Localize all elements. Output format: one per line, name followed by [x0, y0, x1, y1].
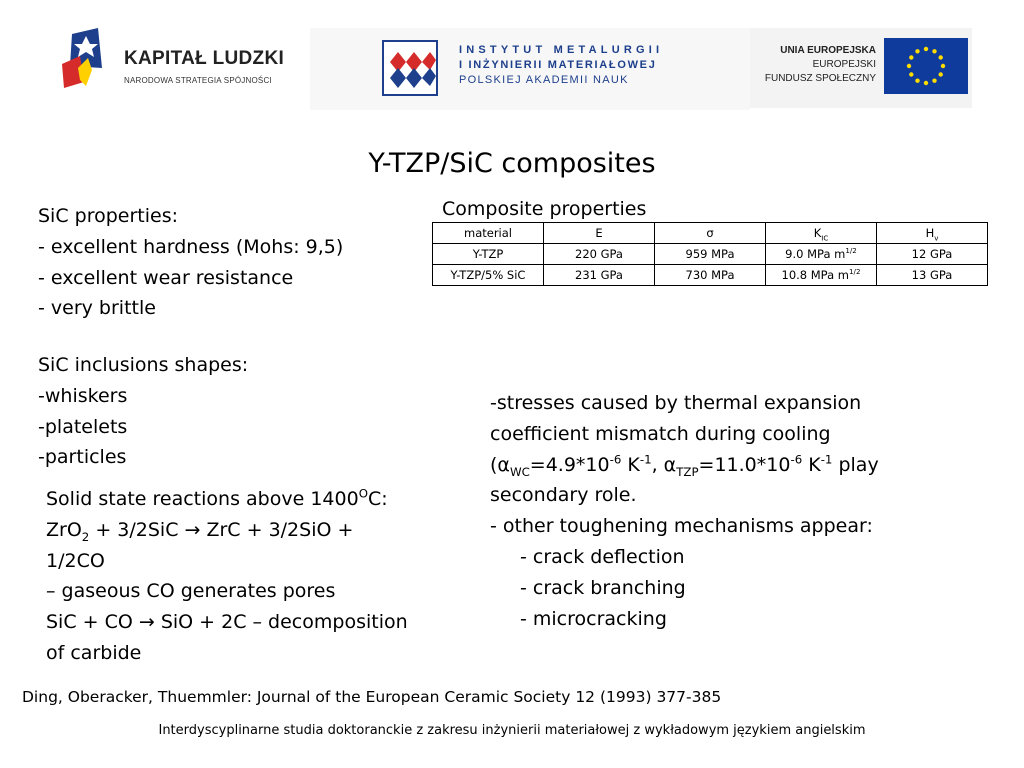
reference-citation: Ding, Oberacker, Thuemmler: Journal of the European Ceramic Society 12 (1993) 377-385: [22, 688, 722, 706]
mechanisms-block: [490, 388, 879, 634]
reactions-line2: ZrO$_2$ + 3/2SiC → ZrC + 3/2SiO +: [46, 518, 354, 544]
mechanism-item: - crack branching: [520, 576, 686, 599]
kapital-ludzki-title: KAPITAŁ LUDZKI: [124, 48, 285, 69]
table-header-row: [433, 223, 988, 244]
eu-star-icon: [932, 79, 936, 83]
header-kic: $K_{IC}$: [766, 223, 877, 244]
kapital-ludzki-subtitle: NARODOWA STRATEGIA SPÓJNOŚCI: [124, 76, 272, 85]
header-e: E: [544, 223, 655, 244]
slide-title: Y-TZP/SiC composites: [368, 148, 656, 179]
inclusion-item: -particles: [38, 446, 127, 469]
stresses-line4: secondary role.: [490, 484, 637, 507]
cell-sigma: 959 MPa: [655, 244, 766, 265]
header-sigma: σ: [655, 223, 766, 244]
inclusion-item: -platelets: [38, 415, 128, 438]
cell-kic: 10.8 MPa $m^{1/2}$: [766, 265, 877, 286]
kapital-ludzki-emblem-icon: [58, 28, 118, 98]
mechanism-item: - crack deflection: [520, 545, 685, 568]
eu-line3: FUNDUSZ SPOŁECZNY: [764, 73, 876, 84]
reactions-line5: SiC + CO → SiO + 2C – decomposition: [46, 611, 408, 634]
institute-name-line2: I INŻYNIERII MATERIAŁOWEJ: [459, 59, 657, 71]
stresses-line3: ($\alpha_{WC}=4.9*10^{-6}$ $K^{-1}$, $\alpha_{TZP}=11.0*10^{-6}$ $K^{-1}$ play: [490, 452, 879, 479]
cell-material: Y-TZP: [433, 244, 544, 265]
inclusions-heading: SiC inclusions shapes:: [38, 354, 249, 376]
eu-star-icon: [939, 72, 943, 76]
cell-sigma: 730 MPa: [655, 265, 766, 286]
eu-star-icon: [909, 55, 913, 59]
cell-e: 220 GPa: [544, 244, 655, 265]
inclusions-block: [38, 350, 248, 473]
sic-property-item: - very brittle: [38, 297, 156, 320]
reactions-block: [46, 484, 408, 669]
eu-line2: EUROPEJSKI: [812, 59, 876, 70]
reactions-line1: Solid state reactions above $1400^OC$:: [46, 486, 388, 510]
eu-star-icon: [907, 64, 911, 68]
eu-logo: [750, 28, 972, 108]
eu-star-icon: [915, 49, 919, 53]
composite-properties-table: [432, 222, 988, 286]
eu-star-icon: [932, 49, 936, 53]
mechanism-item: - microcracking: [520, 607, 667, 630]
reactions-line4: – gaseous CO generates pores: [46, 580, 336, 603]
sic-properties-heading: SiC properties:: [38, 205, 179, 227]
eu-flag-icon: [884, 38, 968, 94]
reactions-line6: of carbide: [46, 641, 142, 664]
sic-properties-block: [38, 201, 343, 324]
table-row: [433, 265, 988, 286]
eu-star-icon: [909, 72, 913, 76]
eu-star-icon: [941, 64, 945, 68]
cell-material: Y-TZP/5% SiC: [433, 265, 544, 286]
cell-hv: 13 GPa: [877, 265, 988, 286]
eu-star-icon: [915, 79, 919, 83]
institute-logo: [310, 28, 750, 110]
table-caption: Composite properties: [442, 198, 647, 220]
institute-name-line3: POLSKIEJ AKADEMII NAUK: [459, 74, 629, 86]
eu-star-icon: [924, 81, 928, 85]
header-material: material: [433, 223, 544, 244]
eu-star-icon: [924, 47, 928, 51]
mechanisms-heading: - other toughening mechanisms appear:: [490, 515, 873, 538]
institute-name-line1: INSTYTUT METALURGII: [459, 44, 664, 56]
footer-text: Interdyscyplinarne studia doktoranckie z zakresu inżynierii materiałowej z wykładowym językiem angielskim: [158, 723, 866, 738]
cell-hv: 12 GPa: [877, 244, 988, 265]
cell-e: 231 GPa: [544, 265, 655, 286]
stresses-line2: coefficient mismatch during cooling: [490, 422, 831, 445]
reactions-line3: 1/2CO: [46, 549, 105, 572]
stresses-line1: -stresses caused by thermal expansion: [490, 392, 862, 414]
header-hv: $H_v$: [877, 223, 988, 244]
inclusion-item: -whiskers: [38, 384, 128, 407]
eu-line1: UNIA EUROPEJSKA: [780, 45, 876, 56]
table-row: [433, 244, 988, 265]
eu-star-icon: [939, 55, 943, 59]
cell-kic: 9.0 MPa $m^{1/2}$: [766, 244, 877, 265]
imim-emblem-icon: [382, 40, 438, 96]
sic-property-item: - excellent hardness (Mohs: 9,5): [38, 235, 344, 258]
sic-property-item: - excellent wear resistance: [38, 266, 294, 289]
kapital-ludzki-logo: [58, 28, 308, 98]
